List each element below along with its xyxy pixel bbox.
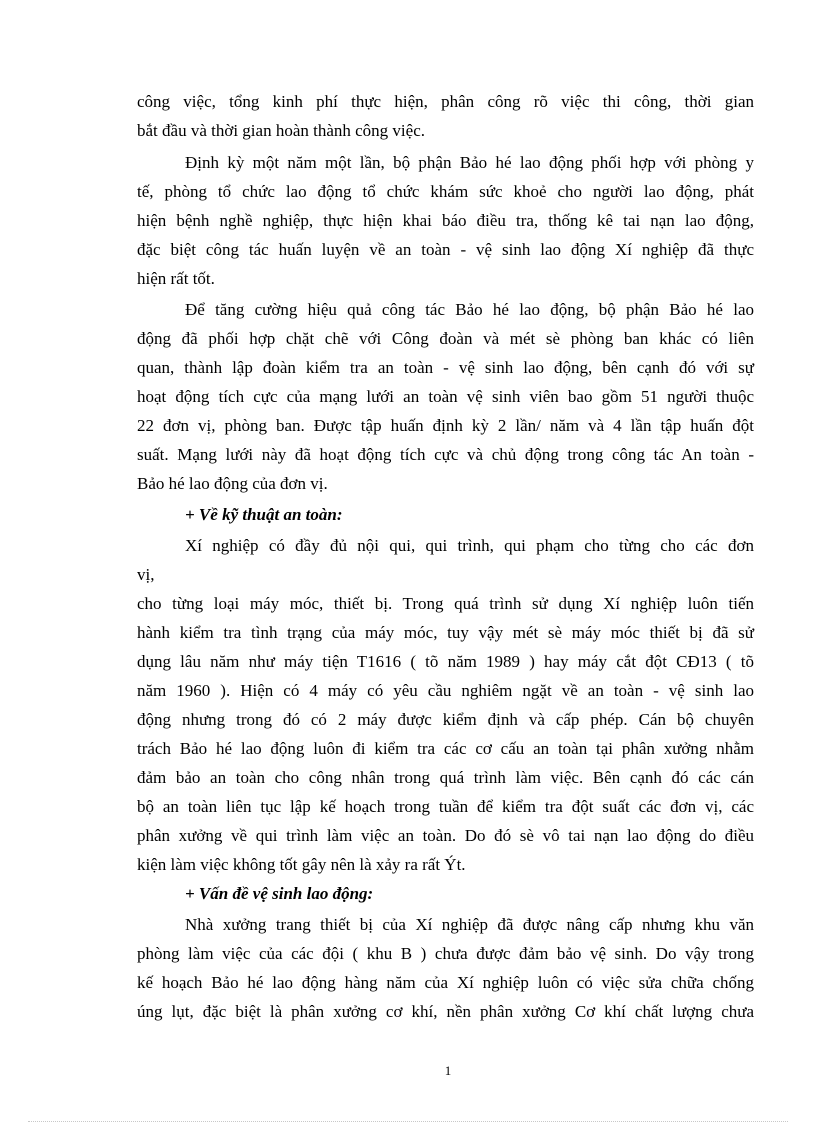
text-line: Nhà xưởng trang thiết bị của Xí nghiệp đã được nâng cấp nhưng khu văn <box>185 915 754 934</box>
page-divider <box>28 1121 788 1122</box>
text-line: hành kiểm tra tình trạng của máy móc, tuy vậy mét sè máy móc thiết bị đã sử <box>137 623 754 642</box>
text-line: phân xưởng về qui trình làm việc an toàn. Do đó sè vô tai nạn lao động do điều <box>137 826 754 845</box>
text-line: vị, <box>137 565 155 584</box>
text-line: kiện làm việc không tốt gây nên là xảy ra rất Ýt. <box>137 855 466 874</box>
text-line: hoạt động tích cực của mạng lưới an toàn vệ sinh viên bao gồm 51 người thuộc <box>137 387 754 406</box>
text-line: đảm bảo an toàn cho công nhân trong quá trình làm việc. Bên cạnh đó các cán <box>137 768 754 787</box>
text-line: Định kỳ một năm một lần, bộ phận Bảo hé lao động phối hợp với phòng y <box>185 153 754 172</box>
text-line: kế hoạch Bảo hé lao động hàng năm của Xí nghiệp luôn có việc sửa chữa chống <box>137 973 754 992</box>
text-line: hiện rất tốt. <box>137 269 215 288</box>
text-line: bộ an toàn liên tục lập kế hoạch trong tuần để kiểm tra đột suất các đơn vị, các <box>137 797 754 816</box>
text-line: tế, phòng tổ chức lao động tổ chức khám sức khoẻ cho người lao động, phát <box>137 182 754 201</box>
section-heading: + Vấn đề vệ sinh lao động: <box>185 884 374 903</box>
text-line: đặc biệt công tác huấn luyện về an toàn - vệ sinh lao động Xí nghiệp đã thực <box>137 240 754 259</box>
page-number: 1 <box>444 1063 452 1078</box>
text-line: hiện bệnh nghề nghiệp, thực hiện khai báo điều tra, thống kê tai nạn lao động, <box>137 211 754 230</box>
text-line: động đã phối hợp chặt chẽ với Công đoàn và mét sè phòng ban khác có liên <box>137 329 754 348</box>
text-line: 22 đơn vị, phòng ban. Được tập huấn định kỳ 2 lần/ năm và 4 lần tập huấn đột <box>137 416 754 435</box>
text-line: cho từng loại máy móc, thiết bị. Trong quá trình sử dụng Xí nghiệp luôn tiến <box>137 594 754 613</box>
text-line: công việc, tổng kinh phí thực hiện, phân công rõ việc thi công, thời gian <box>137 92 754 111</box>
text-line: động nhưng trong đó có 2 máy được kiểm định và cấp phép. Cán bộ chuyên <box>137 710 754 729</box>
text-line: năm 1960 ). Hiện có 4 máy có yêu cầu nghiêm ngặt về an toàn - vệ sinh lao <box>137 681 754 700</box>
text-line: Bảo hé lao động của đơn vị. <box>137 474 328 493</box>
text-line: Để tăng cường hiệu quả công tác Bảo hé lao động, bộ phận Bảo hé lao <box>185 300 754 319</box>
text-line: úng lụt, đặc biệt là phân xưởng cơ khí, nền phân xưởng Cơ khí chất lượng chưa <box>137 1002 754 1021</box>
text-line: trách Bảo hé lao động luôn đi kiểm tra các cơ cấu an toàn tại phân xưởng nhằm <box>137 739 754 758</box>
text-line: bắt đầu và thời gian hoàn thành công việc. <box>137 121 425 140</box>
text-line: dụng lâu năm như máy tiện T1616 ( tõ năm 1989 ) hay máy cắt đột CĐ13 ( tõ <box>137 652 754 671</box>
text-line: suất. Mạng lưới này đã hoạt động tích cực và chủ động trong công tác An toàn - <box>137 445 754 464</box>
text-line: Xí nghiệp có đầy đủ nội qui, qui trình, qui phạm cho từng cho các đơn <box>185 536 754 555</box>
text-line: quan, thành lập đoàn kiểm tra an toàn - vệ sinh lao động, bên cạnh đó với sự <box>137 358 754 377</box>
text-line: phòng làm việc của các đội ( khu B ) chưa được đảm bảo vệ sinh. Do vậy trong <box>137 944 754 963</box>
section-heading: + Về kỹ thuật an toàn: <box>185 505 343 524</box>
